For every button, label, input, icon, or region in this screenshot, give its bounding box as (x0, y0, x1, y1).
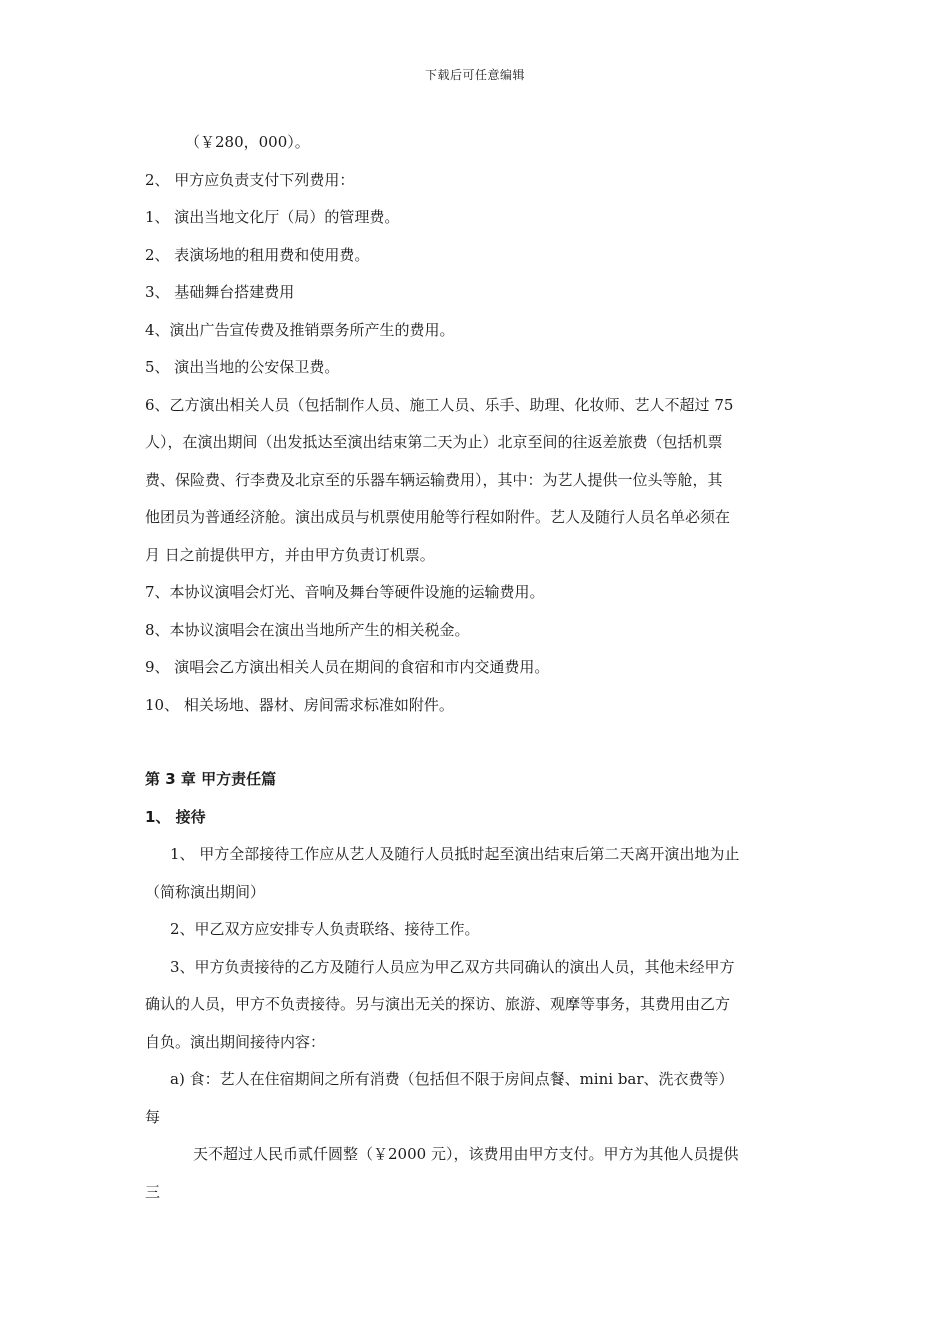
text-line: a) 食：艺人在住宿期间之所有消费（包括但不限于房间点餐、mini bar、洗衣费等） (170, 1070, 734, 1088)
page-header: 下载后可任意编辑 (424, 68, 525, 82)
text-line: 1、 演出当地文化厅（局）的管理费。 (145, 208, 400, 226)
text-line: 5、 演出当地的公安保卫费。 (145, 358, 340, 376)
text-line: 自负。演出期间接待内容： (145, 1032, 326, 1051)
text-line: 2、 表演场地的租用费和使用费。 (145, 245, 370, 264)
text-line: 10、 相关场地、器材、房间需求标准如附件。 (145, 695, 454, 714)
text-line: 2、甲乙双方应安排专人负责联络、接待工作。 (170, 920, 480, 938)
text-line: 3、 基础舞台搭建费用 (145, 283, 295, 301)
text-line: （简称演出期间） (145, 882, 266, 901)
text-line: 3、甲方负责接待的乙方及随行人员应为甲乙双方共同确认的演出人员，其他未经甲方 (170, 957, 735, 976)
text-line: 天不超过人民币贰仟圆整（￥2000 元），该费用由甲方支付。甲方为其他人员提供 (193, 1145, 739, 1163)
text-line: 费、保险费、行李费及北京至的乐器车辆运输费用），其中：为艺人提供一位头等舱，其 (145, 470, 723, 489)
section-heading: 1、 接待 (145, 807, 206, 826)
text-line: 7、本协议演唱会灯光、音响及舞台等硬件设施的运输费用。 (145, 583, 545, 601)
paragraph-gap (145, 724, 810, 761)
text-line: 确认的人员，甲方不负责接待。另与演出无关的探访、旅游、观摩等事务，其费用由乙方 (145, 995, 731, 1013)
text-line: 2、 甲方应负责支付下列费用： (145, 170, 355, 189)
text-line: 6、乙方演出相关人员（包括制作人员、施工人员、乐手、助理、化妆师、艺人不超过 75 (145, 395, 734, 414)
text-line: 每 (145, 1107, 161, 1126)
text-line: 8、本协议演唱会在演出当地所产生的相关税金。 (145, 620, 470, 639)
text-line: 月 日之前提供甲方，并由甲方负责订机票。 (145, 545, 435, 564)
text-line: 三 (145, 1182, 161, 1201)
text-line: （￥280，000）。 (185, 133, 310, 151)
chapter-heading: 第 3 章 甲方责任篇 (145, 770, 277, 788)
text-line: 人），在演出期间（出发抵达至演出结束第二天为止）北京至间的往返差旅费（包括机票 (145, 433, 723, 451)
document-body (145, 124, 810, 1211)
text-line: 1、 甲方全部接待工作应从艺人及随行人员抵时起至演出结束后第二天离开演出地为止 (170, 845, 740, 863)
text-line: 9、 演唱会乙方演出相关人员在期间的食宿和市内交通费用。 (145, 658, 550, 676)
text-line: 4、演出广告宣传费及推销票务所产生的费用。 (145, 320, 455, 339)
text-line: 他团员为普通经济舱。演出成员与机票使用舱等行程如附件。艺人及随行人员名单必须在 (145, 508, 731, 526)
